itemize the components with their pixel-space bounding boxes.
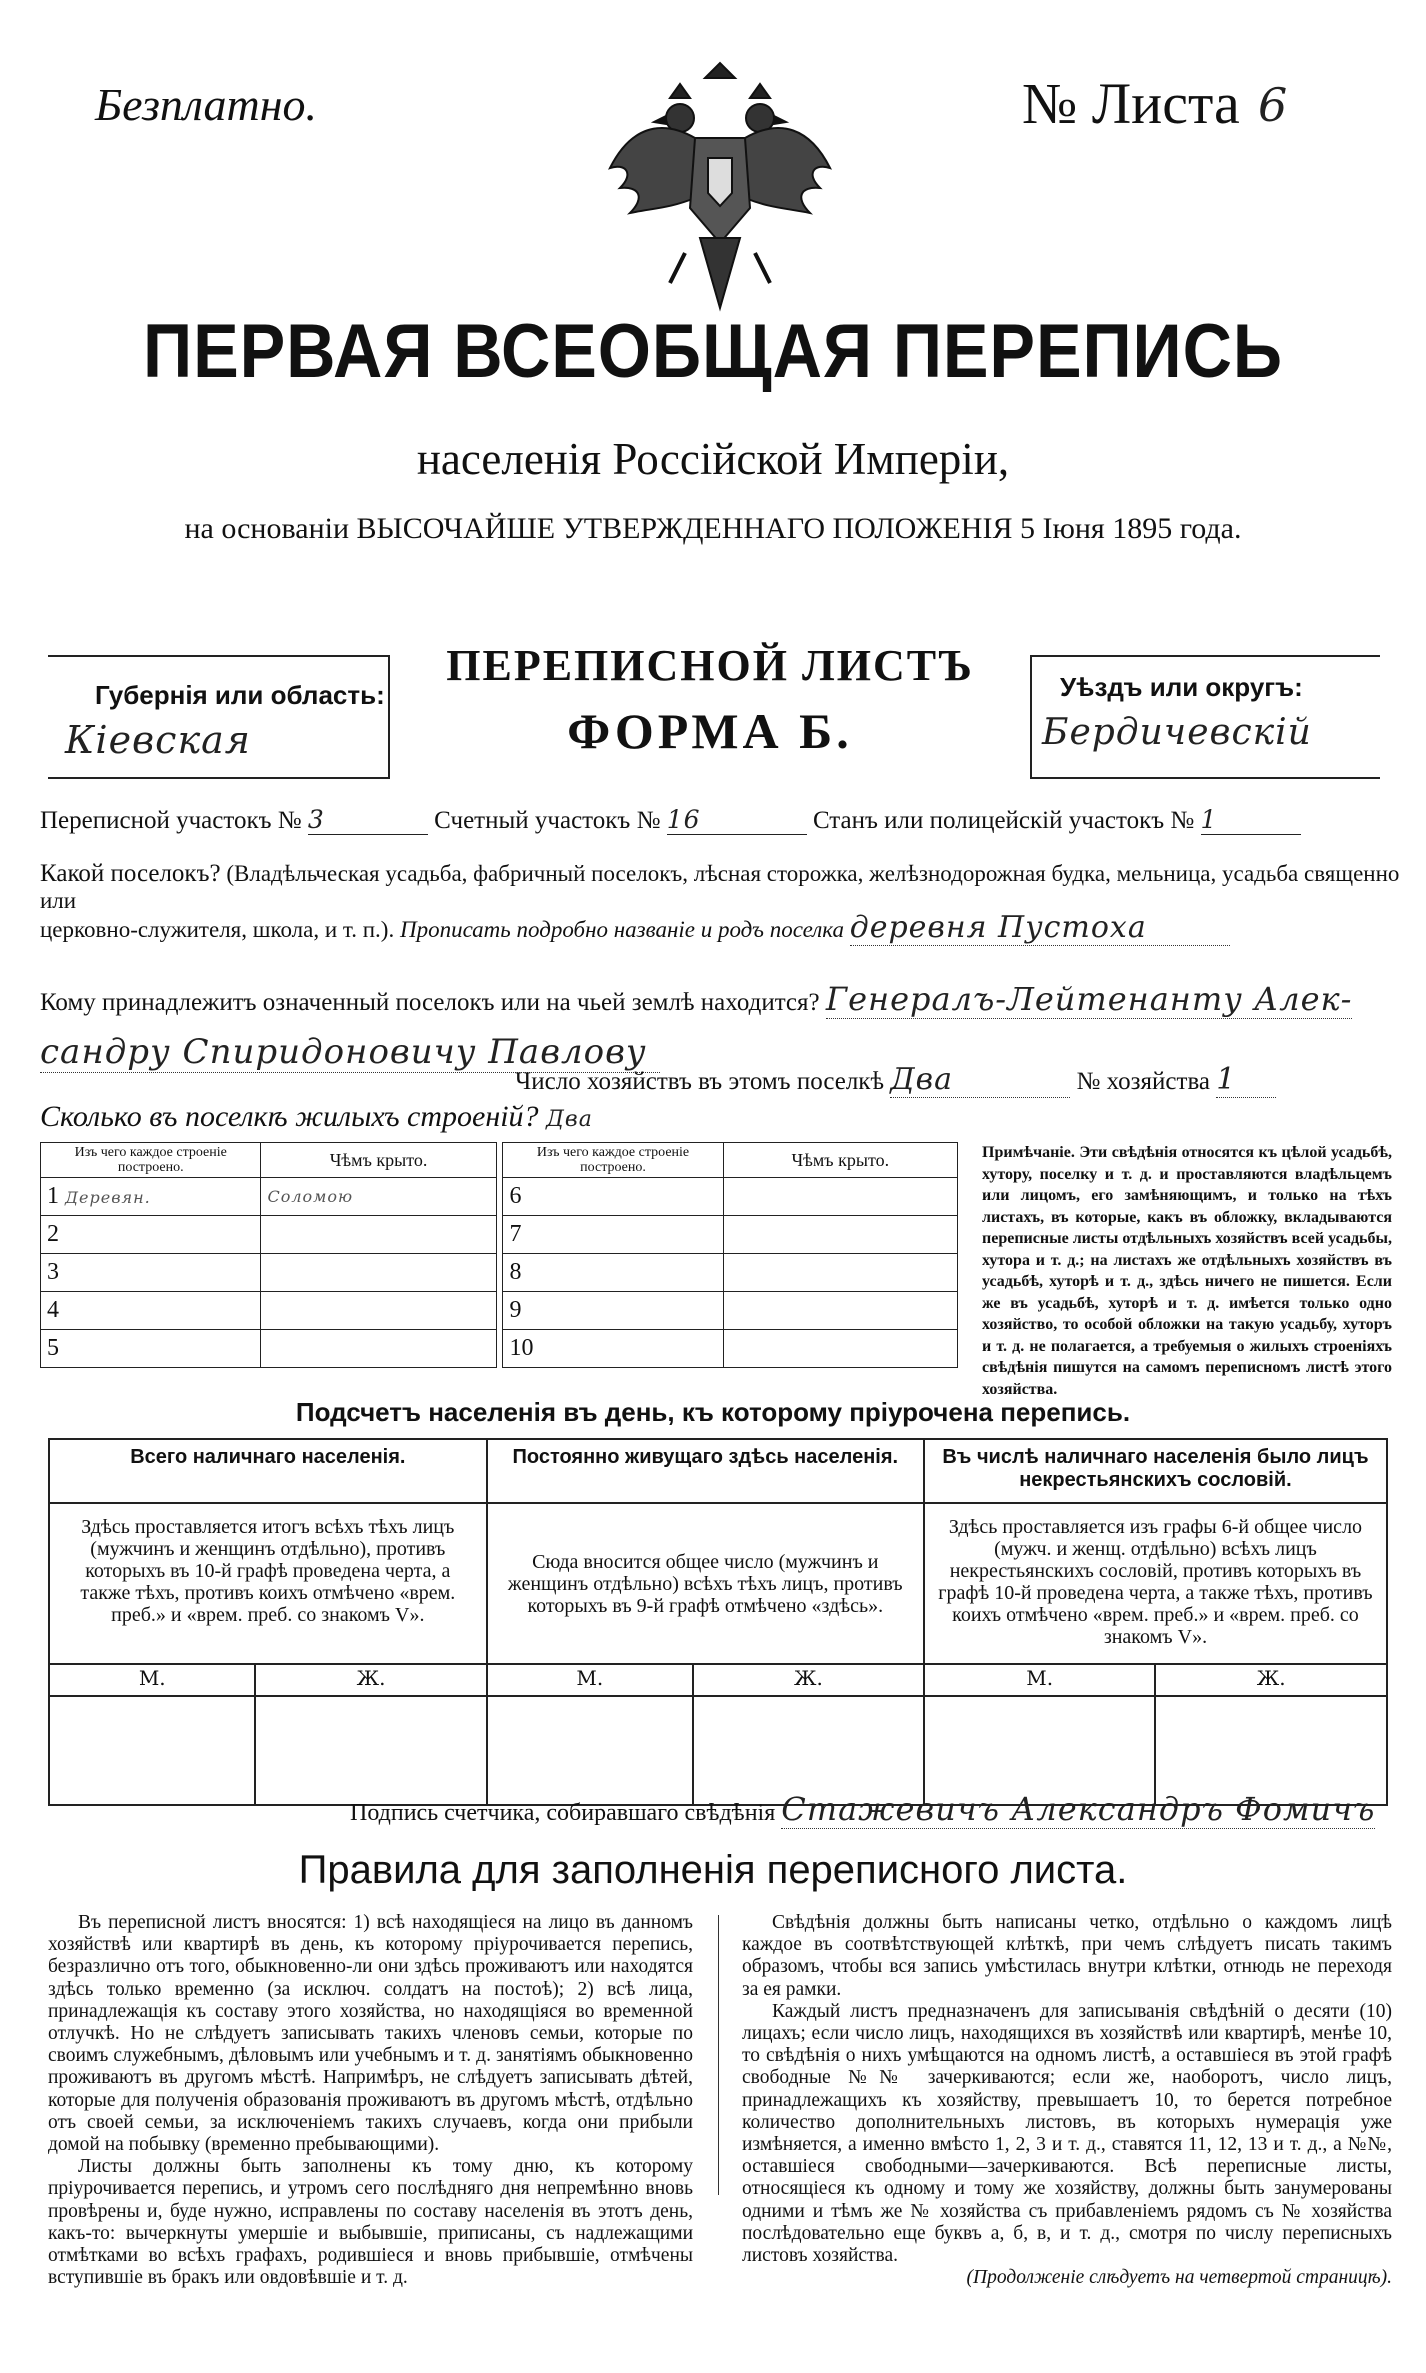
col-resident-description: Сюда вносится общее число (мужчинъ и женщинъ отдѣльно) всѣхъ тѣхъ лицъ, противъ которыхъ въ 9-й графѣ отмѣчено «здѣсь».: [487, 1503, 924, 1664]
cell-number: 5: [41, 1330, 261, 1368]
province-label: Губернія или область:: [95, 680, 385, 710]
census-district-value: 3: [308, 805, 428, 835]
household-no-value: 1: [1216, 1062, 1276, 1098]
buildings-label: Сколько въ поселкѣ жилыхъ строеній?: [40, 1100, 539, 1133]
rules-right-column: [742, 1912, 1392, 2289]
cell-number: 10: [503, 1330, 723, 1368]
settlement-row: [40, 860, 1426, 914]
cell-number: 2: [41, 1216, 261, 1254]
households-row: [40, 1062, 1426, 1098]
settlement-value: деревня Пустоха: [850, 910, 1230, 946]
col-resident-header: Постоянно живущаго здѣсь населенія.: [487, 1439, 924, 1503]
count-cell: [255, 1696, 486, 1805]
settlement-hint: (Владѣльческая усадьба, фабричный поселокъ, лѣсная сторожка, желѣзнодорожная будка, мельница, усадьба священно или: [40, 861, 1400, 913]
table-row: [41, 1330, 958, 1368]
owner-row: [40, 980, 1426, 1018]
signature-value: Стажевичъ Александръ Фомичъ: [781, 1790, 1376, 1828]
count-cell: [49, 1696, 255, 1805]
signature-label: Подпись счетчика, собиравшаго свѣдѣнія: [350, 1800, 776, 1826]
female-header: Ж.: [1155, 1664, 1387, 1696]
cell-roof: [723, 1216, 957, 1254]
count-district-label: Счетный участокъ №: [434, 807, 661, 834]
rules-paragraph: Въ переписной листъ вносятся: 1) всѣ находящіеся на лицо въ данномъ хозяйствѣ или квартирѣ въ день, къ которому пріурочивается перепись, безразлично отъ того, обыкновенно-ли они здѣсь проживаютъ или находятся здѣсь только временно (за исключ. солдатъ на постоѣ); 2) всѣ лица, принадлежащія къ составу этого хозяйства, но находящіяся во временной отлучкѣ. Но не слѣдуетъ записывать такихъ членовъ семьи, которые по своимъ служебнымъ, дѣловымъ или учебнымъ и т. д. занятіямъ обыкновенно проживаютъ въ другомъ мѣстѣ. Напримѣръ, не слѣдуетъ записывать дѣтей, которые для полученія образованія проживаютъ въ другомъ мѣстѣ, отдѣльно отъ своей семьи, за исключеніемъ такихъ случаевъ, когда они прибыли домой на побывку (временно пребывающими).: [48, 1912, 693, 2156]
cell-roof: [723, 1330, 957, 1368]
buildings-table-header: [41, 1143, 958, 1178]
table-row: [41, 1292, 958, 1330]
district-label: Уѣздъ или округъ:: [1060, 672, 1303, 702]
households-value: Два: [890, 1062, 1070, 1098]
settlement-hint-2: церковно-служителя, школа, и т. п.).: [40, 917, 395, 942]
cell-roof: [723, 1178, 957, 1216]
cell-number: 8: [503, 1254, 723, 1292]
col-roof-right: Чѣмъ крыто.: [723, 1143, 957, 1178]
owner-value-2: сандру Спиридоновичу Павлову: [40, 1032, 660, 1073]
signature-row: [0, 1790, 1426, 1828]
free-label: Безплатно.: [95, 79, 318, 130]
rules-paragraph: Листы должны быть заполнены къ тому дню, къ которому пріурочивается перепись, и утромъ сего послѣдняго дня непремѣнно вновь провѣрены и, буде нужно, исправлены по составу населенія въ этотъ день, какъ-то: вычеркнуты умершіе и выбывшіе, приписаны, съ надлежащими отмѣтками во всѣхъ графахъ, родившіеся и вновь прибывшіе, отмѣчены вступившіе въ бракъ или овдовѣвшіе и т. д.: [48, 2156, 693, 2289]
decree-line: на основаніи ВЫСОЧАЙШЕ УТВЕРЖДЕННАГО ПОЛОЖЕНІЯ 5 Іюня 1895 года.: [184, 512, 1242, 545]
buildings-value: Два: [546, 1107, 593, 1132]
rules-paragraph: Свѣдѣнія должны быть написаны четко, отдѣльно о каждомъ лицѣ каждое въ соотвѣтствующей клѣткѣ, при чемъ слѣдуетъ писать такимъ образомъ, чтобы вся запись умѣстилась внутри клѣтки, отнюдь не переходя за ея рамки.: [742, 1912, 1392, 2000]
stan-label: Станъ или полицейскій участокъ №: [812, 807, 1195, 834]
settlement-row-2: [40, 910, 1426, 946]
settlement-label: Какой поселокъ?: [40, 860, 221, 887]
households-label: Число хозяйствъ въ этомъ поселкѣ: [515, 1068, 885, 1095]
note-paragraph: Примѣчаніе. Эти свѣдѣнія относятся къ цѣлой усадьбѣ, хутору, поселку и т. д. и проставляются владѣльцемъ или лицомъ, его замѣняющимъ, и только на тѣхъ листахъ, въ которые, какъ въ обложку, вкладываются переписные листы отдѣльныхъ хозяйствъ всей усадьбы, хутора и т. д.; на листахъ же отдѣльныхъ хозяйствъ въ усадьбѣ, хуторѣ и т. д., здѣсь ничего не пишется. Если же въ усадьбѣ, хуторѣ и т. д. имѣется только одно хозяйство, то особой обложки на такую усадьбу, хуторъ и т. д. не полагается, а требуемыя о жилыхъ строеніяхъ свѣдѣнія пишутся на самомъ переписномъ листѣ этого хозяйства.: [982, 1144, 1392, 1398]
stan-value: 1: [1201, 805, 1301, 835]
main-title: ПЕРВАЯ ВСЕОБЩАЯ ПЕРЕПИСЬ: [143, 309, 1283, 394]
list-title: ПЕРЕПИСНОЙ ЛИСТЪ: [446, 641, 974, 690]
col-total-description: Здѣсь проставляется итогъ всѣхъ тѣхъ лицъ (мужчинъ и женщинъ отдѣльно), противъ которыхъ въ 10-й графѣ проведена черта, а также тѣхъ, противъ коихъ отмѣчено «врем. преб.» и «врем. преб. со знакомъ V».: [49, 1503, 487, 1664]
count-cell: [693, 1696, 924, 1805]
owner-label: Кому принадлежитъ означенный поселокъ или на чьей землѣ находится?: [40, 989, 820, 1016]
count-cell: [924, 1696, 1156, 1805]
cell-number: 7: [503, 1216, 723, 1254]
female-header: Ж.: [255, 1664, 486, 1696]
male-header: М.: [924, 1664, 1156, 1696]
population-count-table: [48, 1438, 1388, 1806]
cell-roof: [261, 1292, 496, 1330]
subtitle: населенія Россійской Имперіи,: [416, 434, 1010, 484]
census-district-label: Переписной участокъ №: [40, 807, 302, 834]
form-title: ФОРМА Б.: [567, 703, 853, 759]
household-no-label: № хозяйства: [1076, 1068, 1211, 1095]
province-value: Кіевская: [65, 718, 251, 762]
rules-title: Правила для заполненія переписного листа.: [298, 1848, 1128, 1892]
cell-roof: [261, 1216, 496, 1254]
rules-continuation: (Продолженіе слѣдуетъ на четвертой страницѣ).: [966, 2267, 1392, 2289]
col-nonpeasant-description: Здѣсь проставляется изъ графы 6-й общее число (мужч. и женщ. отдѣльно) всѣхъ лицъ некрестьянскихъ сословій, противъ которыхъ въ графѣ 10-й проведена черта, а также тѣхъ, противъ коихъ отмѣчено «врем. преб.» и «врем. преб. со знакомъ V».: [924, 1503, 1387, 1664]
table-row: 1 Деревян. Соломою 6: [41, 1178, 958, 1216]
col-roof-left: Чѣмъ крыто.: [261, 1143, 496, 1178]
col-building-right: Изъ чего каждое строеніе построено.: [503, 1143, 723, 1178]
rules-paragraph: Каждый листъ предназначенъ для записыванія свѣдѣній о десяти (10) лицахъ; если число лицъ, находящихся въ хозяйствѣ или квартирѣ, менѣе 10, то свѣдѣнія о нихъ умѣщаются на одномъ листѣ, а оставшіеся въ этой графѣ свободные №№ зачеркиваются; если же, наоборотъ, число лицъ, принадлежащихъ къ хозяйству, превышаетъ 10, то берется потребное количество дополнительныхъ листовъ, въ которыхъ нумерація уже измѣняется, а именно вмѣсто 1, 2, 3 и т. д., ставятся 11, 12, 13 и т. д., а №№, оставшіеся свободными—зачеркиваются. Всѣ переписные листы, относящіеся къ одному и тому же хозяйству, должны быть занумерованы одними и тѣмъ же № хозяйства съ прибавленіемъ рядомъ съ № хозяйства послѣдовательно еще буквъ а, б, в, и т. д., смотря по числу переписныхъ листовъ хозяйства.: [742, 2000, 1392, 2267]
table-row: [41, 1254, 958, 1292]
cell-roof: [261, 1330, 496, 1368]
female-header: Ж.: [693, 1664, 924, 1696]
col-building-left: Изъ чего каждое строеніе построено.: [41, 1143, 261, 1178]
cell-number: 9: [503, 1292, 723, 1330]
cell-roof: [723, 1292, 957, 1330]
cell-number: 6: [503, 1178, 723, 1216]
cell-number: 3: [41, 1254, 261, 1292]
count-cell: [487, 1696, 693, 1805]
male-header: М.: [487, 1664, 693, 1696]
column-divider: [718, 1915, 719, 2195]
count-title: Подсчетъ населенія въ день, къ которому пріурочена перепись.: [295, 1397, 1131, 1427]
rules-left-column: [48, 1912, 693, 2289]
buildings-table: [40, 1142, 958, 1368]
sheet-number-label: № Листа: [1022, 71, 1240, 136]
buildings-row: [40, 1100, 840, 1134]
settlement-instruction: Прописать подробно названіе и родъ поселка: [399, 917, 844, 942]
cell-number: 4: [41, 1292, 261, 1330]
col-total-header: Всего наличнаго населенія.: [49, 1439, 487, 1503]
cell-roof: Соломою: [261, 1178, 496, 1216]
male-header: М.: [49, 1664, 255, 1696]
cell-roof: [261, 1254, 496, 1292]
owner-value-1: Генералъ-Лейтенанту Алек-: [825, 980, 1353, 1018]
sheet-number-value: 6: [1258, 78, 1289, 132]
col-nonpeasant-header: Въ числѣ наличнаго населенія было лицъ некрестьянскихъ сословій.: [924, 1439, 1387, 1503]
count-cell: [1155, 1696, 1387, 1805]
district-numbers-row: [40, 805, 1426, 835]
cell-roof: [723, 1254, 957, 1292]
double-headed-eagle-emblem: [600, 58, 840, 323]
count-district-value: 16: [667, 805, 807, 835]
district-value: Бердичевскій: [1042, 712, 1312, 753]
table-row: [41, 1216, 958, 1254]
cell-built: Деревян.: [65, 1188, 151, 1207]
